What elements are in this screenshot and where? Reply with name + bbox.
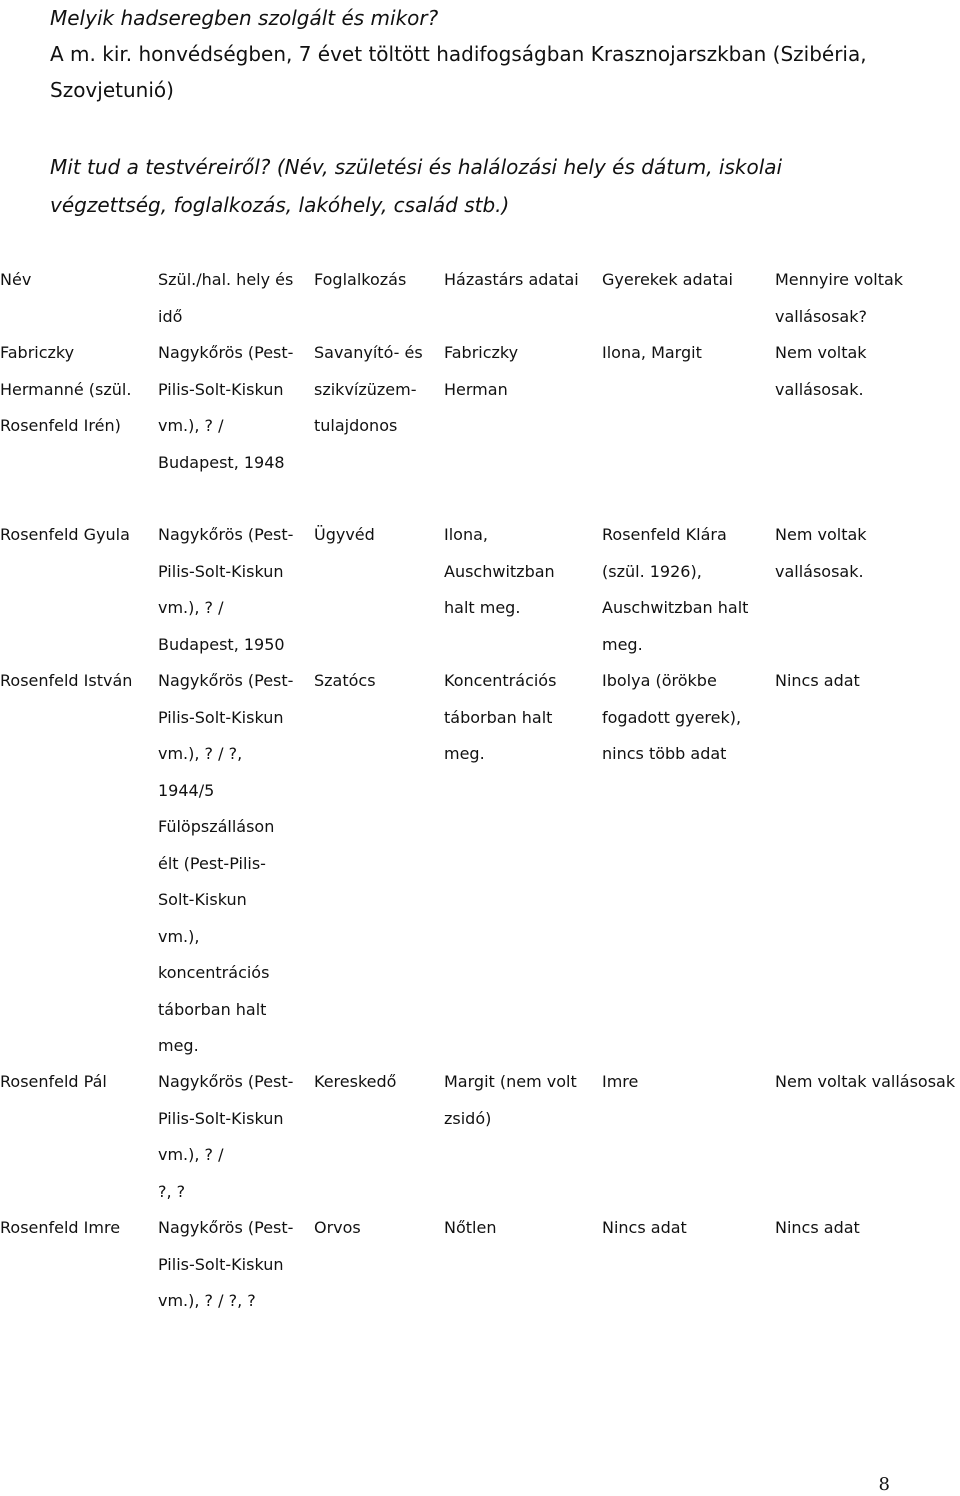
table-cell: [314, 1210, 439, 1247]
table-cell: [444, 1064, 594, 1137]
table-cell: [775, 1064, 960, 1101]
answer-army-line-2: Szovjetunió): [50, 78, 174, 102]
table-cell: [0, 663, 150, 700]
cell-line: ?, ?: [158, 1181, 186, 1201]
table-cell: [158, 1064, 308, 1210]
cell-line: Nagykőrös (Pest-: [158, 1072, 294, 1091]
cell-line: Ilona, Margit: [602, 343, 702, 362]
table-cell: [314, 335, 439, 445]
cell-line: Pilis-Solt-Kiskun: [158, 1254, 284, 1274]
cell-line: zsidó): [444, 1108, 492, 1128]
table-cell: [775, 335, 960, 408]
cell-line: Pilis-Solt-Kiskun: [158, 1108, 284, 1128]
cell-line: Kereskedő: [314, 1072, 397, 1091]
table-cell: [602, 517, 767, 663]
cell-line: vallásosak.: [775, 561, 864, 581]
cell-line: Házastárs adatai: [444, 270, 579, 289]
cell-line: meg.: [444, 744, 485, 763]
cell-line: idő: [158, 306, 183, 326]
table-cell: [314, 517, 439, 554]
answer-army-line-1: A m. kir. honvédségben, 7 évet töltött hadifogságban Krasznojarszkban (Szibéria,: [50, 42, 867, 66]
table-header-cell: [602, 262, 767, 299]
cell-line: Nincs adat: [775, 1218, 860, 1237]
table-cell: [602, 1210, 767, 1247]
table-cell: [0, 517, 150, 554]
cell-line: Rosenfeld Imre: [0, 1218, 121, 1237]
cell-line: Hermanné (szül.: [0, 379, 132, 399]
cell-line: Nagykőrös (Pest-: [158, 525, 294, 544]
cell-line: Rosenfeld Klára: [602, 525, 727, 544]
table-cell: [775, 517, 960, 590]
cell-line: Pilis-Solt-Kiskun: [158, 561, 284, 581]
table-cell: [444, 1210, 594, 1247]
page-number: 8: [878, 1474, 890, 1495]
table-header-cell: [314, 262, 439, 299]
table-header-cell: [158, 262, 308, 335]
cell-line: vm.), ? /: [158, 1145, 224, 1164]
cell-line: szikvízüzem-: [314, 379, 417, 399]
cell-line: Budapest, 1950: [158, 634, 285, 654]
cell-line: vm.), ? / ?,: [158, 744, 243, 763]
table-cell: [0, 1064, 150, 1101]
cell-line: Nagykőrös (Pest-: [158, 1218, 294, 1237]
table-cell: [0, 335, 150, 445]
cell-line: fogadott gyerek),: [602, 707, 742, 727]
cell-line: Nem voltak: [775, 343, 867, 362]
cell-line: Solt-Kiskun: [158, 890, 247, 909]
cell-line: Fabriczky: [444, 343, 519, 362]
table-cell: [314, 663, 439, 700]
table-cell: [775, 1210, 960, 1247]
table-cell: [775, 663, 960, 700]
cell-line: Fülöpszálláson: [158, 817, 275, 836]
cell-line: Nagykőrös (Pest-: [158, 671, 294, 690]
cell-line: Rosenfeld István: [0, 671, 133, 690]
cell-line: Orvos: [314, 1218, 361, 1237]
cell-line: Herman: [444, 379, 508, 399]
cell-line: Nőtlen: [444, 1218, 497, 1237]
table-cell: [158, 517, 308, 663]
table-cell: [314, 1064, 439, 1101]
cell-line: táborban halt: [444, 707, 553, 727]
cell-line: Mennyire voltak: [775, 270, 904, 289]
cell-line: Nincs adat: [775, 671, 860, 690]
table-cell: [444, 663, 594, 773]
cell-line: Gyerekek adatai: [602, 270, 733, 289]
table-cell: [602, 335, 767, 372]
question-siblings-line-1: Mit tud a testvéreiről? (Név, születési és halálozási hely és dátum, iskolai: [50, 155, 783, 179]
cell-line: nincs több adat: [602, 744, 727, 763]
cell-line: vm.),: [158, 926, 200, 946]
cell-line: Auschwitzban: [444, 561, 555, 581]
cell-line: Név: [0, 270, 32, 289]
cell-line: vallásosak.: [775, 379, 864, 399]
intro-section: [50, 0, 930, 224]
cell-line: Koncentrációs: [444, 671, 557, 690]
cell-line: Budapest, 1948: [158, 452, 285, 472]
cell-line: Pilis-Solt-Kiskun: [158, 379, 284, 399]
cell-line: Savanyító- és: [314, 343, 423, 362]
table-cell: [602, 663, 767, 773]
table-cell: [158, 663, 308, 1065]
cell-line: Ibolya (örökbe: [602, 671, 717, 690]
cell-line: Szül./hal. hely és: [158, 270, 294, 289]
table-header-cell: [0, 262, 150, 299]
cell-line: Margit (nem volt: [444, 1072, 577, 1091]
cell-line: Imre: [602, 1072, 639, 1091]
cell-line: Rosenfeld Irén): [0, 416, 121, 435]
cell-line: Fabriczky: [0, 343, 75, 362]
cell-line: Nem voltak vallásosak: [775, 1072, 956, 1091]
cell-line: Ilona,: [444, 525, 488, 544]
cell-line: táborban halt: [158, 999, 267, 1019]
cell-line: 1944/5: [158, 780, 215, 800]
cell-line: vallásosak?: [775, 306, 867, 326]
table-cell: [0, 1210, 150, 1247]
cell-line: Rosenfeld Gyula: [0, 525, 130, 544]
question-army: Melyik hadseregben szolgált és mikor?: [50, 6, 439, 30]
cell-line: vm.), ? /: [158, 598, 224, 617]
cell-line: koncentrációs: [158, 963, 270, 982]
table-cell: [602, 1064, 767, 1101]
cell-line: Szatócs: [314, 671, 376, 690]
table-cell: [158, 1210, 308, 1320]
table-cell: [158, 335, 308, 481]
table-cell: [444, 517, 594, 627]
cell-line: Nem voltak: [775, 525, 867, 544]
table-header-cell: [444, 262, 594, 299]
cell-line: élt (Pest-Pilis-: [158, 853, 266, 873]
cell-line: vm.), ? /: [158, 416, 224, 435]
question-siblings-line-2: végzettség, foglalkozás, lakóhely, család stb.): [50, 193, 510, 217]
cell-line: (szül. 1926),: [602, 561, 702, 581]
cell-line: meg.: [602, 634, 643, 654]
cell-line: Auschwitzban halt: [602, 598, 749, 617]
table-header-cell: [775, 262, 960, 335]
cell-line: Nincs adat: [602, 1218, 687, 1237]
cell-line: meg.: [158, 1036, 199, 1055]
cell-line: Nagykőrös (Pest-: [158, 343, 294, 362]
cell-line: Foglalkozás: [314, 270, 407, 289]
cell-line: vm.), ? / ?, ?: [158, 1291, 256, 1310]
table-cell: [444, 335, 594, 408]
cell-line: Rosenfeld Pál: [0, 1072, 107, 1091]
cell-line: tulajdonos: [314, 416, 398, 435]
cell-line: Pilis-Solt-Kiskun: [158, 707, 284, 727]
cell-line: Ügyvéd: [314, 525, 375, 544]
cell-line: halt meg.: [444, 598, 521, 617]
